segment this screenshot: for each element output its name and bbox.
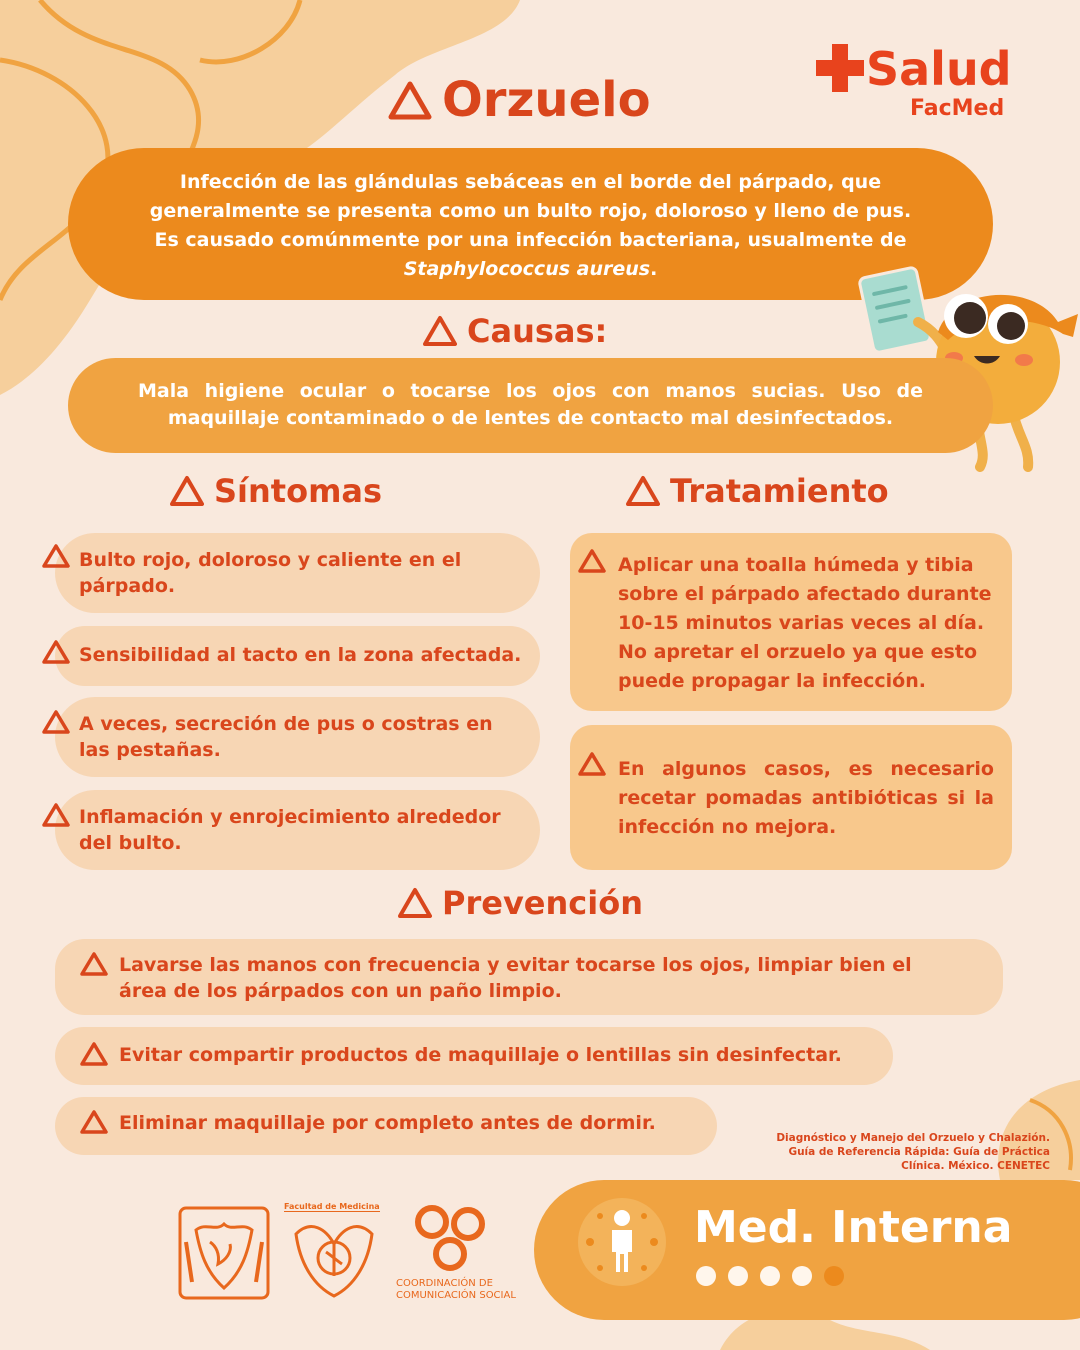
prevention-item	[55, 1097, 717, 1155]
warning-triangle-icon	[423, 315, 457, 347]
symptoms-heading	[170, 472, 382, 510]
warning-triangle-icon	[578, 751, 606, 777]
symptom-text: Bulto rojo, doloroso y caliente en el párpado.	[79, 549, 462, 597]
warning-triangle-icon	[80, 1041, 108, 1067]
symptom-item	[55, 626, 540, 686]
symptom-item	[55, 790, 540, 870]
prevention-text: Eliminar maquillaje por completo antes de dormir.	[119, 1112, 656, 1134]
treatment-item	[570, 725, 1012, 870]
symptom-item	[55, 533, 540, 613]
warning-triangle-icon	[626, 475, 660, 507]
warning-triangle-icon	[578, 548, 606, 574]
page-title	[388, 72, 651, 128]
warning-triangle-icon	[42, 709, 70, 735]
warning-triangle-icon	[42, 802, 70, 828]
prevention-item	[55, 1027, 893, 1085]
intro-text: , que generalmente se presenta como un bulto rojo, doloroso y lleno de pus. Es causado comúnmente por una infección bacteriana, usualmente de	[149, 171, 912, 251]
person-icon	[576, 1196, 668, 1288]
treatment-heading-text: Tratamiento	[670, 472, 889, 510]
causes-card: Mala higiene ocular o tocarse los ojos con manos sucias. Uso de maquillaje contaminado o de lentes de contacto mal desinfectados.	[68, 358, 993, 453]
prevention-text: Lavarse las manos con frecuencia y evitar tocarse los ojos, limpiar bien el área de los párpados con un paño limpio.	[119, 954, 912, 1002]
treatment-item	[570, 533, 1012, 711]
facmed-seal-logo	[286, 1214, 382, 1300]
prevention-text: Evitar compartir productos de maquillaje o lentillas sin desinfectar.	[119, 1044, 842, 1066]
coordinacion-caption	[396, 1278, 516, 1302]
brand-logo-main: Salud	[866, 42, 1012, 96]
symptom-item	[55, 697, 540, 777]
treatment-text: En algunos casos, es necesario recetar pomadas antibióticas si la infección no mejora.	[618, 758, 994, 838]
treatment-heading	[626, 472, 889, 510]
prevention-heading-text: Prevención	[442, 884, 643, 922]
pagination-dots	[694, 1264, 844, 1288]
warning-triangle-icon	[170, 475, 204, 507]
intro-card	[68, 148, 993, 300]
warning-triangle-icon	[388, 80, 432, 120]
treatment-text: Aplicar una toalla húmeda y tibia sobre el párpado afectado durante 10-15 minutos varias veces al día. No apretar el orzuelo ya que esto puede propagar la infección.	[618, 554, 992, 692]
cross-icon	[816, 44, 864, 92]
warning-triangle-icon	[42, 639, 70, 665]
coordinacion-line2: COMUNICACIÓN SOCIAL	[396, 1290, 516, 1301]
causes-heading	[423, 312, 607, 350]
intro-end: .	[650, 258, 658, 280]
prevention-item	[55, 939, 1003, 1015]
dot-filled	[696, 1266, 716, 1286]
unam-seal-logo	[176, 1202, 272, 1302]
causes-heading-text: Causas:	[467, 312, 608, 350]
symptom-text: Sensibilidad al tacto en la zona afectada.	[79, 644, 522, 666]
dot-current	[824, 1266, 844, 1286]
facmed-seal-caption: Facultad de Medicina	[284, 1202, 380, 1211]
intro-bold: Infección de las glándulas sebáceas en el borde del párpado	[179, 171, 828, 193]
section-title: Med. Interna	[694, 1202, 1013, 1253]
dot-filled	[792, 1266, 812, 1286]
source-citation: Diagnóstico y Manejo del Orzuelo y Chalazión. Guía de Referencia Rápida: Guía de Práctica Clínica. México. CENETEC	[776, 1132, 1050, 1172]
warning-triangle-icon	[42, 543, 70, 569]
brand-logo-sub: FacMed	[910, 96, 1005, 121]
symptoms-heading-text: Síntomas	[214, 472, 383, 510]
symptom-text: A veces, secreción de pus o costras en las pestañas.	[79, 713, 493, 761]
intro-italic: Staphylococcus aureus	[403, 258, 651, 280]
dot-filled	[760, 1266, 780, 1286]
warning-triangle-icon	[80, 951, 108, 977]
coordinacion-logo	[410, 1202, 490, 1276]
coordinacion-line1: COORDINACIÓN DE	[396, 1278, 493, 1289]
symptom-text: Inflamación y enrojecimiento alrededor del bulto.	[79, 806, 501, 854]
dot-filled	[728, 1266, 748, 1286]
warning-triangle-icon	[398, 887, 432, 919]
prevention-heading	[398, 884, 643, 922]
page-title-text: Orzuelo	[442, 72, 651, 128]
warning-triangle-icon	[80, 1109, 108, 1135]
